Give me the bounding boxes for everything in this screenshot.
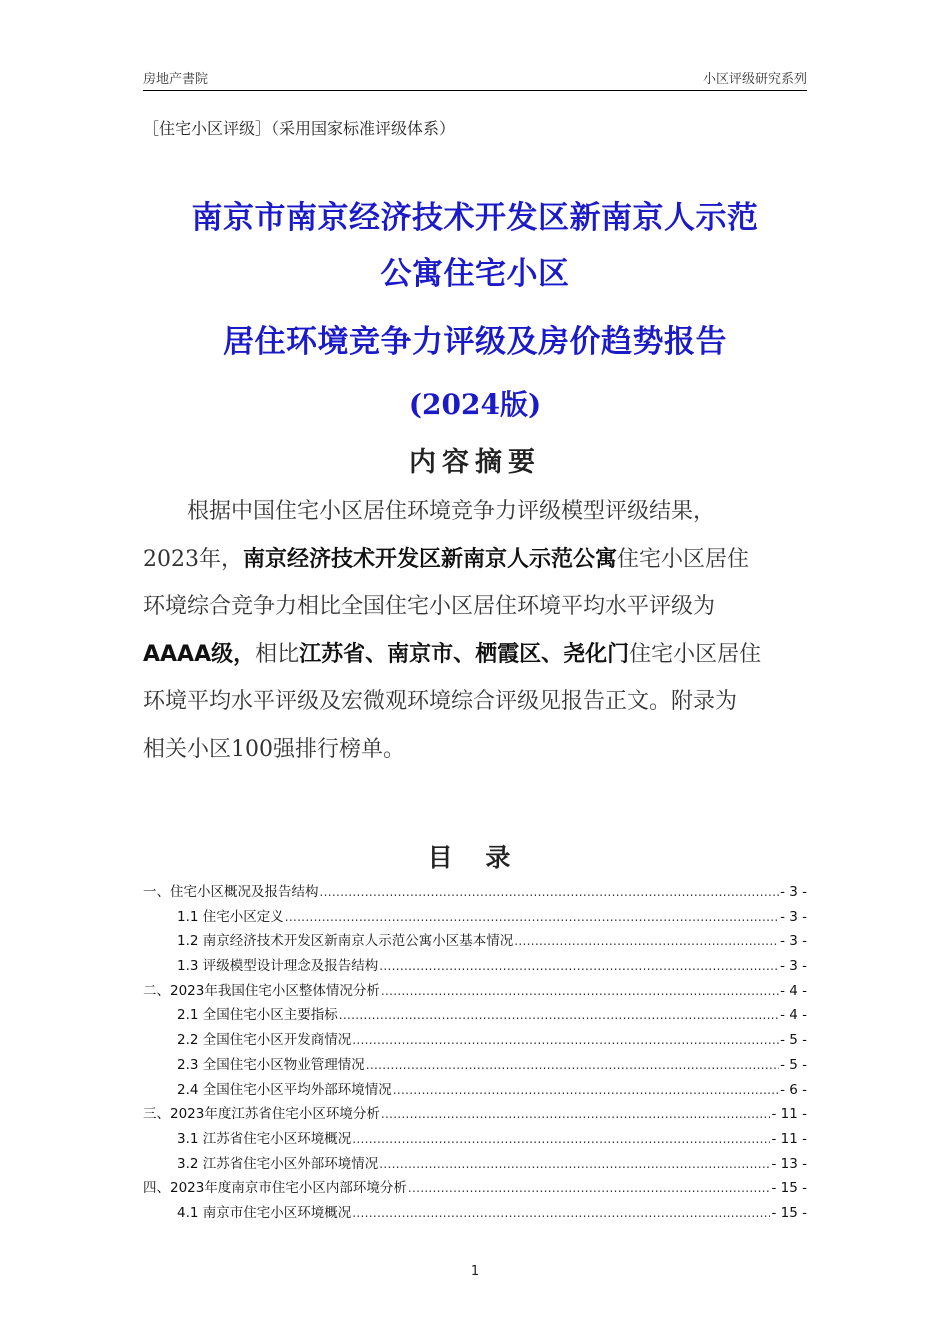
abstract-line-2 — [143, 536, 807, 584]
toc-leader — [352, 1028, 779, 1053]
toc-entry-page: - 11 - — [771, 1106, 807, 1123]
toc-entry[interactable] — [143, 1152, 807, 1177]
regions-list: 江苏省、南京市、栖霞区、尧化门 — [299, 641, 630, 667]
table-of-contents — [143, 880, 807, 1226]
title-line-1: 南京市南京经济技术开发区新南京人示范 — [191, 200, 759, 236]
toc-entry-title: 1.1 住宅小区定义 — [177, 908, 284, 925]
toc-leader — [339, 1003, 779, 1028]
toc-entry-page: - 3 - — [780, 958, 807, 975]
toc-entry-page: - 13 - — [771, 1155, 807, 1172]
toc-entry[interactable] — [143, 1102, 807, 1127]
abstract-line-1: 根据中国住宅小区居住环境竞争力评级模型评级结果， — [187, 499, 716, 524]
abstract-line-3: 环境综合竞争力相比全国住宅小区居住环境平均水平评级为 — [143, 594, 716, 619]
toc-entry-title: 四、2023年度南京市住宅小区内部环境分析 — [143, 1180, 407, 1197]
abstract-compare: 相比 — [255, 641, 300, 667]
toc-entry-page: - 11 - — [771, 1130, 807, 1147]
toc-entry[interactable] — [143, 1053, 807, 1078]
toc-entry-page: - 3 - — [780, 933, 807, 950]
toc-leader — [320, 880, 780, 905]
abstract-year: 2023年， — [143, 546, 243, 572]
title-line-2: 公寓住宅小区 — [380, 256, 570, 292]
toc-entry[interactable] — [143, 1201, 807, 1226]
abstract-line-4-tail: 住宅小区居住 — [629, 641, 762, 667]
toc-entry[interactable] — [143, 1127, 807, 1152]
toc-entry-title: 一、住宅小区概况及报告结构 — [143, 884, 319, 900]
report-title — [0, 190, 950, 440]
rating-tag: ［住宅小区评级］（采用国家标准评级体系） — [143, 119, 456, 138]
toc-entry[interactable] — [143, 979, 807, 1004]
toc-entry-title: 1.3 评级模型设计理念及报告结构 — [177, 958, 379, 975]
toc-leader — [381, 979, 779, 1004]
toc-entry[interactable] — [143, 1176, 807, 1201]
toc-leader — [285, 905, 779, 930]
title-line-3: 居住环境竞争力评级及房价趋势报告 — [223, 324, 727, 360]
abstract-body — [143, 488, 807, 773]
toc-entry-page: - 5 - — [780, 1032, 807, 1049]
rating-grade: AAAA级， — [143, 641, 256, 667]
toc-entry-title: 2.1 全国住宅小区主要指标 — [177, 1007, 338, 1024]
toc-leader — [381, 1102, 771, 1127]
toc-entry[interactable] — [143, 1003, 807, 1028]
toc-leader — [379, 1152, 770, 1177]
toc-entry[interactable] — [143, 954, 807, 979]
header-series: 小区评级研究系列 — [702, 72, 807, 87]
toc-entry-title: 4.1 南京市住宅小区环境概况 — [177, 1204, 352, 1221]
toc-entry-title: 1.2 南京经济技术开发区新南京人示范公寓小区基本情况 — [177, 933, 514, 950]
toc-entry[interactable] — [143, 1078, 807, 1103]
abstract-line-6: 相关小区100强排行榜单。 — [143, 736, 405, 762]
toc-entry[interactable] — [143, 905, 807, 930]
toc-leader — [352, 1201, 770, 1226]
abstract-heading: 内容摘要 — [409, 447, 541, 478]
toc-entry-title: 3.2 江苏省住宅小区外部环境情况 — [177, 1155, 379, 1172]
page-number: 1 — [470, 1264, 480, 1279]
toc-leader — [514, 929, 779, 954]
toc-entry[interactable] — [143, 929, 807, 954]
toc-entry-title: 2.4 全国住宅小区平均外部环境情况 — [177, 1081, 392, 1098]
toc-leader — [408, 1176, 771, 1201]
toc-entry-page: - 3 - — [780, 908, 807, 925]
toc-entry-page: - 15 - — [771, 1204, 807, 1221]
abstract-line-2-tail: 住宅小区居住 — [617, 546, 750, 572]
toc-entry-title: 三、2023年度江苏省住宅小区环境分析 — [143, 1106, 380, 1123]
toc-entry[interactable] — [143, 880, 807, 905]
toc-leader — [352, 1127, 770, 1152]
toc-entry-title: 2.2 全国住宅小区开发商情况 — [177, 1032, 352, 1049]
community-name: 南京经济技术开发区新南京人示范公寓 — [243, 546, 618, 572]
header-publisher: 房地产書院 — [143, 72, 209, 87]
toc-entry-page: - 6 - — [780, 1081, 807, 1098]
toc-leader — [366, 1053, 779, 1078]
toc-entry-page: - 5 - — [780, 1056, 807, 1073]
abstract-line-4 — [143, 631, 807, 679]
toc-leader — [393, 1078, 779, 1103]
toc-entry-page: - 3 - — [780, 884, 807, 900]
toc-entry-title: 2.3 全国住宅小区物业管理情况 — [177, 1056, 365, 1073]
toc-entry-title: 二、2023年我国住宅小区整体情况分析 — [143, 982, 380, 999]
title-version: (2024版) — [408, 388, 542, 421]
abstract-line-5: 环境平均水平评级及宏微观环境综合评级见报告正文。附录为 — [143, 689, 738, 714]
toc-heading: 目 录 — [427, 843, 523, 872]
toc-entry-title: 3.1 江苏省住宅小区环境概况 — [177, 1130, 352, 1147]
toc-leader — [379, 954, 779, 979]
toc-entry-page: - 15 - — [771, 1180, 807, 1197]
toc-entry[interactable] — [143, 1028, 807, 1053]
toc-entry-page: - 4 - — [780, 1007, 807, 1024]
page-header — [143, 64, 807, 91]
toc-entry-page: - 4 - — [780, 982, 807, 999]
